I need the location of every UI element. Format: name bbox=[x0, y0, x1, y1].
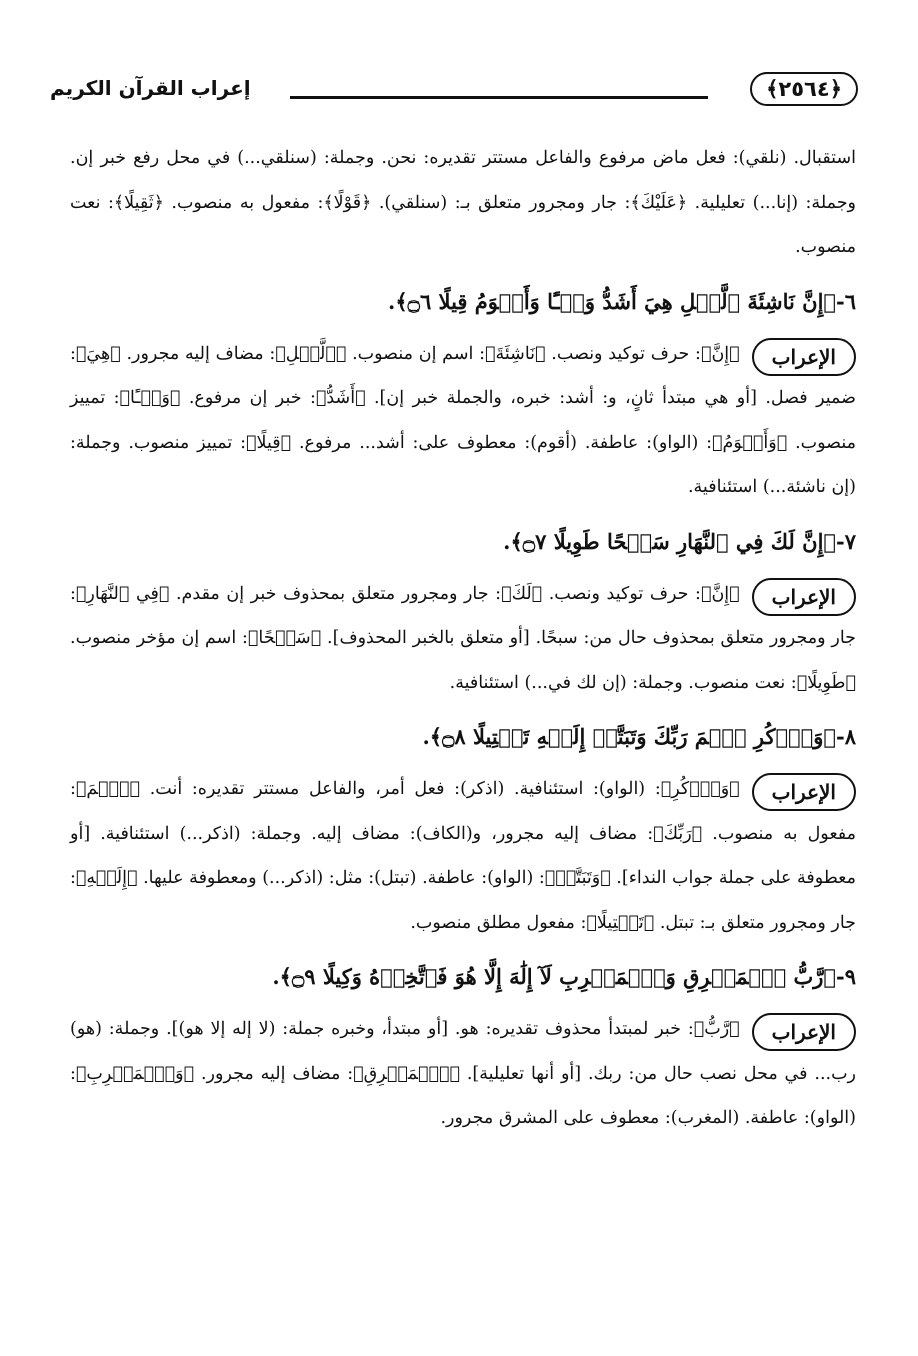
irab-paragraph-9 bbox=[70, 1007, 856, 1141]
intro-paragraph: استقبال. (نلقي): فعل ماض مرفوع والفاعل مستتر تقديره: نحن. وجملة: (سنلقي...) في محل رفع خبر إن. وجملة: (إنا...) تعليلية. ﴿عَلَيْكَ﴾: جار ومجرور متعلق بـ: (سنلقي). ﴿قَوْلًا﴾: مفعول به منصوب. ﴿ثَقِيلًا﴾: نعت منصوب. bbox=[70, 148, 856, 257]
verse-6: ٦-﴿إِنَّ نَاشِئَةَ ٱلَّيۡلِ هِيَ أَشَدُّ وَطۡـًٔا وَأَقۡوَمُ قِيلًا ۝٦﴾. bbox=[388, 288, 856, 314]
header-rule bbox=[290, 96, 708, 99]
irab-paragraph-8 bbox=[70, 767, 856, 945]
section-8 bbox=[70, 711, 856, 945]
verse-7: ٧-﴿إِنَّ لَكَ فِي ٱلنَّهَارِ سَبۡحًا طَوِيلًا ۝٧﴾. bbox=[503, 528, 856, 554]
section-7 bbox=[70, 516, 856, 706]
irab-paragraph-7 bbox=[70, 572, 856, 706]
irab-label: الإعراب bbox=[752, 773, 856, 811]
page-number: ﴿٢٥٦٤﴾ bbox=[750, 72, 858, 106]
section-6 bbox=[70, 276, 856, 510]
irab-text-9: ﴿رَّبُّ﴾: خبر لمبتدأ محذوف تقديره: هو. [أو مبتدأ، وخبره جملة: (لا إله إلا هو)]. وجملة: (هو) رب... في محل نصب حال من: ربك. [أو أنها تعليلية]. ﴿ٱلۡمَشۡرِقِ﴾: مضاف إليه مجرور. ﴿وَٱلۡمَغۡرِبِ﴾: (الواو): عاطفة. (المغرب): معطوف على المشرق مجرور. bbox=[70, 1019, 856, 1128]
irab-label: الإعراب bbox=[752, 338, 856, 376]
verse-9: ٩-﴿رَّبُّ ٱلۡمَشۡرِقِ وَٱلۡمَغۡرِبِ لَآ إِلَٰهَ إِلَّا هُوَ فَٱتَّخِذۡهُ وَكِيلًا ۝٩﴾. bbox=[272, 964, 856, 989]
irab-text-6: ﴿إِنَّ﴾: حرف توكيد ونصب. ﴿نَاشِئَةَ﴾: اسم إن منصوب. ﴿ٱلَّيۡلِ﴾: مضاف إليه مجرور. ﴿هِيَ﴾: ضمير فصل. [أو هي مبتدأ ثانٍ، و: أشد: خبره، والجملة خبر إن]. ﴿أَشَدُّ﴾: خبر إن مرفوع. ﴿وَطۡـًٔا﴾: تمييز منصوب. ﴿وَأَقۡوَمُ﴾: (الواو): عاطفة. (أقوم): معطوف على: أشد... مرفوع. ﴿قِيلًا﴾: تمييز منصوب. وجملة: (إن ناشئة...) استئنافية. bbox=[70, 343, 856, 497]
page-header bbox=[50, 68, 858, 118]
irab-paragraph-6 bbox=[70, 332, 856, 510]
page-content bbox=[70, 136, 856, 1147]
section-9 bbox=[70, 951, 856, 1141]
irab-text-7: ﴿إِنَّ﴾: حرف توكيد ونصب. ﴿لَكَ﴾: جار ومجرور متعلق بمحذوف خبر إن مقدم. ﴿فِي ٱلنَّهَارِ﴾: جار ومجرور متعلق بمحذوف حال من: سبحًا. [أو متعلق بالخبر المحذوف]. ﴿سَبۡحًا﴾: اسم إن مؤخر منصوب. ﴿طَوِيلًا﴾: نعت منصوب. وجملة: (إن لك في...) استئنافية. bbox=[70, 583, 856, 693]
book-title: إعراب القرآن الكريم bbox=[50, 76, 251, 100]
irab-label: الإعراب bbox=[752, 1013, 856, 1051]
irab-label: الإعراب bbox=[752, 578, 856, 616]
verse-8: ٨-﴿وَٱذۡكُرِ ٱسۡمَ رَبِّكَ وَتَبَتَّلۡ إِلَيۡهِ تَبۡتِيلًا ۝٨﴾. bbox=[422, 724, 856, 749]
irab-text-8: ﴿وَٱذۡكُرِ﴾: (الواو): استئنافية. (اذكر): فعل أمر، والفاعل مستتر تقديره: أنت. ﴿ٱسۡمَ﴾: مفعول به منصوب. ﴿رَبِّكَ﴾: مضاف إليه مجرور، و(الكاف): مضاف إليه. وجملة: (اذكر...) استئنافية. [أو معطوفة على جملة جواب النداء]. ﴿وَتَبَتَّلۡ﴾: (الواو): عاطفة. (تبتل): مثل: (اذكر...) ومعطوفة عليها. ﴿إِلَيۡهِ﴾: جار ومجرور متعلق بـ: تبتل. ﴿تَبۡتِيلًا﴾: مفعول مطلق منصوب. bbox=[70, 779, 856, 933]
